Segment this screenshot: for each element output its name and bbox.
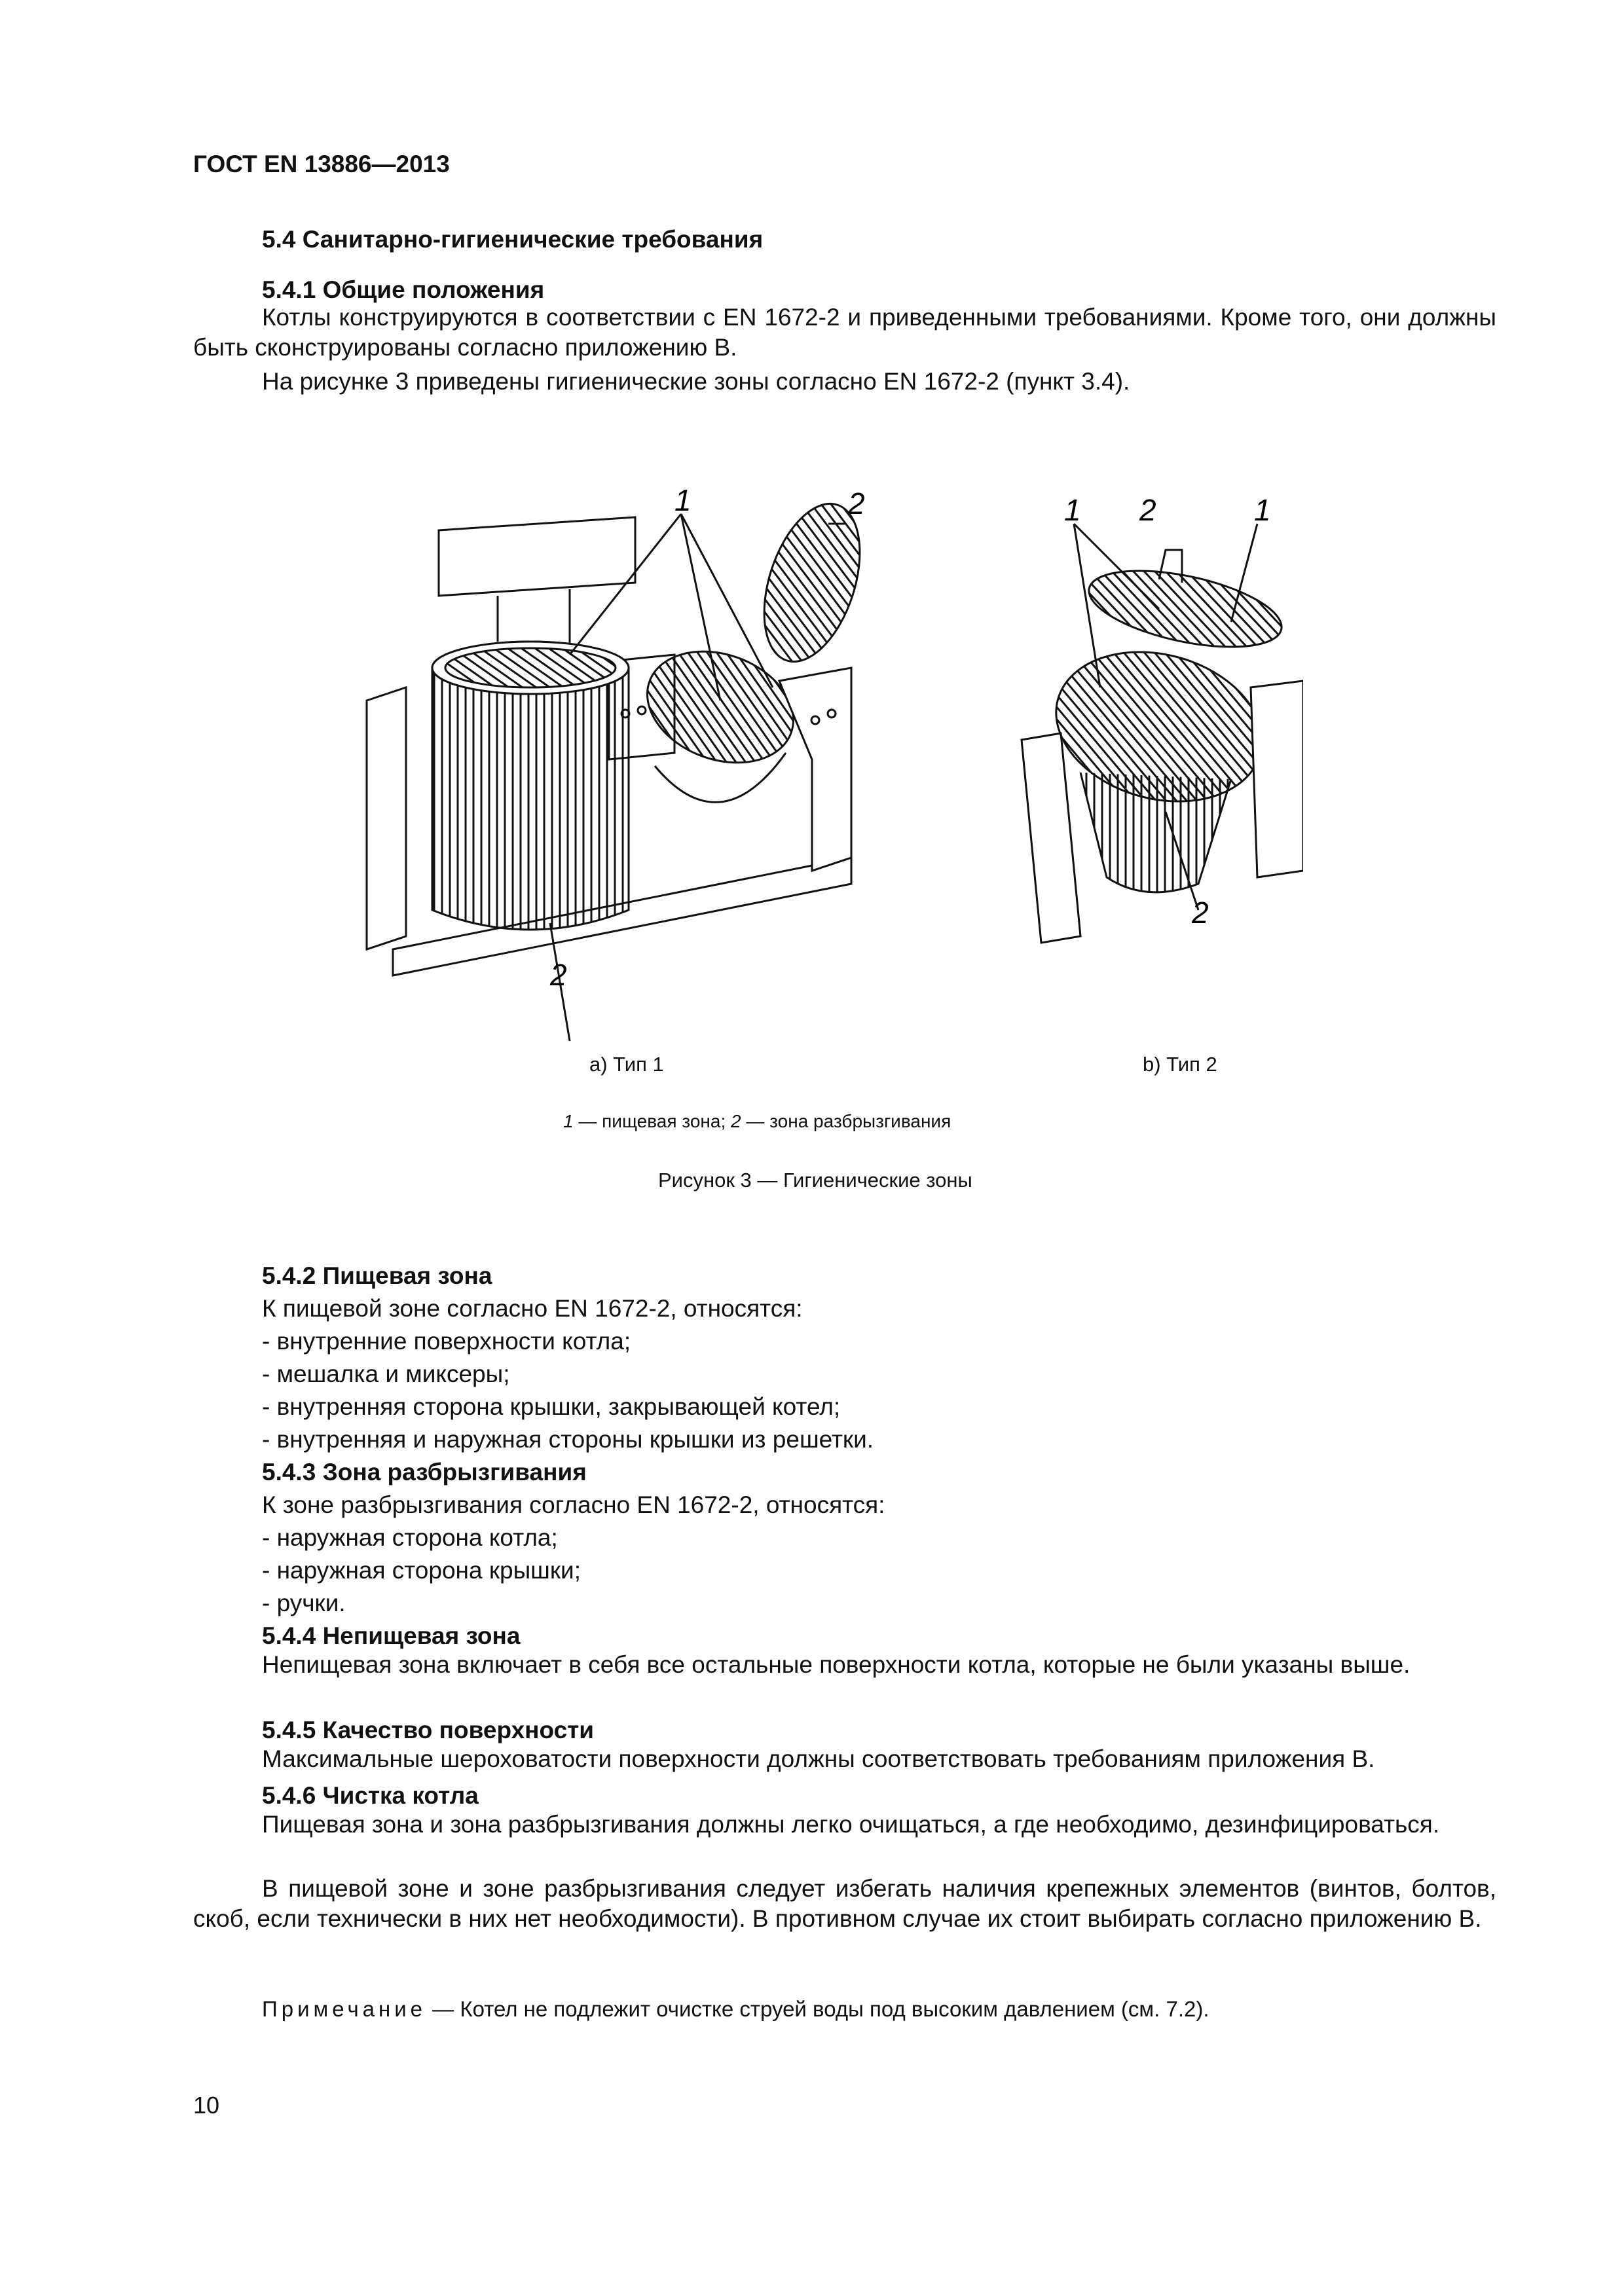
note-label: Примечание [262, 1997, 427, 2021]
callout-label: 2 [1192, 896, 1209, 930]
paragraph-fasteners: В пищевой зоне и зоне разбрызгивания следует избегать наличия крепежных элементов (винтов, болтов, скоб, если технически в них нет необходимости). В противном случае их стоит выбирать согласно приложению B. [193, 1875, 1496, 1932]
section-heading-5-4-6: 5.4.6 Чистка котла [262, 1782, 479, 1809]
paragraph-general: Котлы конструируются в соответствии с EN 1672-2 и приведенными требованиями. Кроме того, они должны быть сконструированы согласно приложению B. [193, 304, 1496, 361]
section-heading-5-4-5: 5.4.5 Качество поверхности [262, 1717, 595, 1743]
kettle-type-2-drawing [1022, 524, 1303, 943]
section-heading-5-4-3: 5.4.3 Зона разбрызгивания [262, 1459, 587, 1485]
callout-label: 1 [674, 483, 692, 517]
page-number: 10 [193, 2092, 220, 2119]
section-heading-5-4: 5.4 Санитарно-гигиенические требования [262, 226, 764, 253]
legend-text: — пищевая зона; [573, 1111, 731, 1131]
legend-text: — зона разбрызгивания [741, 1111, 951, 1131]
figure-caption-a: a) Тип 1 [589, 1053, 664, 1076]
list-item: - наружная сторона крышки; [262, 1557, 581, 1584]
callout-label: 2 [848, 486, 865, 520]
paragraph-food-zone: К пищевой зоне согласно EN 1672-2, относятся: [262, 1295, 803, 1322]
paragraph-splash-zone: К зоне разбрызгивания согласно EN 1672-2, относятся: [262, 1491, 885, 1518]
section-heading-5-4-1: 5.4.1 Общие положения [262, 276, 545, 303]
figure-hygienic-zones [354, 452, 1303, 1041]
callout-label: 1 [1064, 493, 1081, 527]
paragraph-figure-ref: На рисунке 3 приведены гигиенические зоны согласно EN 1672-2 (пункт 3.4). [262, 368, 1130, 395]
document-header: ГОСТ EN 13886—2013 [193, 151, 450, 177]
callout-label: 2 [1139, 493, 1156, 527]
legend-number: 1 [563, 1111, 574, 1131]
list-item: - внутренняя сторона крышки, закрывающей котел; [262, 1393, 841, 1420]
note-text: — Котел не подлежит очистке струей воды под высоким давлением (см. 7.2). [426, 1997, 1209, 2021]
paragraph-surface-quality: Максимальные шероховатости поверхности должны соответствовать требованиям приложения B. [262, 1745, 1375, 1772]
figure-legend [563, 1111, 951, 1132]
figure-title: Рисунок 3 — Гигиенические зоны [658, 1169, 972, 1192]
list-item: - наружная сторона котла; [262, 1524, 558, 1551]
paragraph-cleaning: Пищевая зона и зона разбрызгивания должны легко очищаться, а где необходимо, дезинфицироваться. [262, 1811, 1440, 1838]
list-item: - внутренние поверхности котла; [262, 1328, 631, 1355]
section-heading-5-4-2: 5.4.2 Пищевая зона [262, 1262, 492, 1289]
figure-caption-b: b) Тип 2 [1143, 1053, 1217, 1076]
kettle-type-1-drawing [367, 492, 877, 1041]
callout-label: 2 [550, 958, 567, 992]
paragraph-non-food-zone: Непищевая зона включает в себя все остальные поверхности котла, которые не были указаны выше. [262, 1651, 1411, 1678]
list-item: - ручки. [262, 1590, 346, 1616]
section-heading-5-4-4: 5.4.4 Непищевая зона [262, 1622, 521, 1649]
list-item: - мешалка и миксеры; [262, 1360, 510, 1387]
list-item: - внутренняя и наружная стороны крышки из решетки. [262, 1426, 874, 1453]
legend-number: 2 [731, 1111, 741, 1131]
note [262, 1997, 1209, 2022]
callout-label: 1 [1254, 493, 1271, 527]
